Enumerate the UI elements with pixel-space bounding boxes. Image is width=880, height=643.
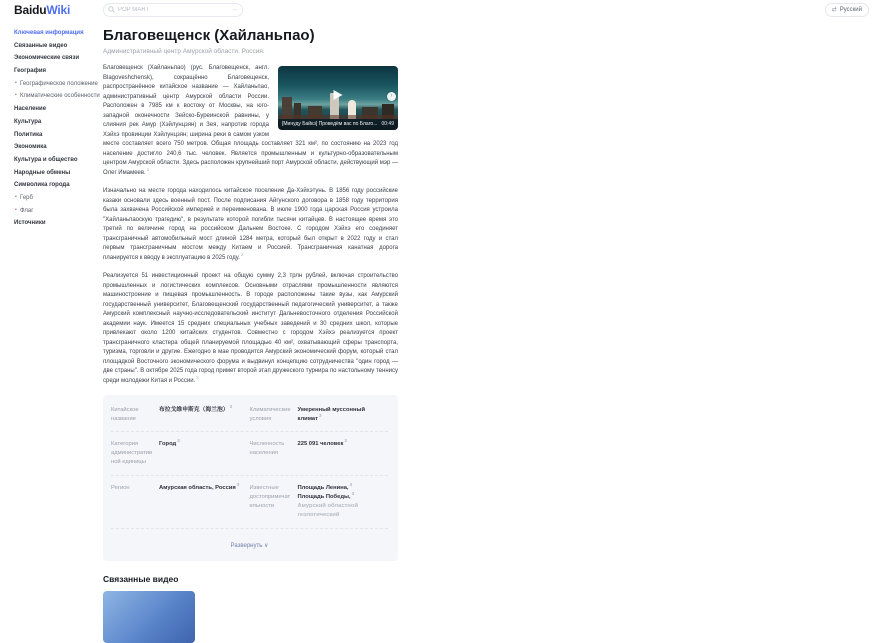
- paragraph-1-text: Благовещенск (Хайланьпао) (рус. Благовещенск, англ. Blagoveshchensk), сокращённо Благовещенск, распространённое китайское название — Хайланьпао, административный центр Амурской области России. Расположен в 7985 км к востоку от Москвы, на юго-западной оконечности Зейско-Буреинской равнины, у слияния рек Амур (Хэйлунцзян) и Зея, напротив города Хэйхэ провинции Хэйлунцзян; ширина реки в самом узком месте составляет всего 750 метров. Общая площадь составляет 321 км², по состоянию на 2023 год население достигло 240,6 тыс. человек. Является промышленным и культурно-образовательным центром Амурской области. Здесь расположен крупнейший порт Амурской области, действующий мэр — Олег Имамеев.: [103, 65, 398, 176]
- sidebar-item-population[interactable]: Население: [14, 106, 47, 113]
- baiduwiki-logo[interactable]: [14, 3, 70, 17]
- citation-marker[interactable]: 1: [146, 166, 150, 172]
- top-header: [0, 0, 880, 22]
- citation-marker[interactable]: 3: [229, 403, 233, 409]
- landmark-line: [298, 502, 381, 520]
- sidebar-item-geography[interactable]: География: [14, 68, 47, 75]
- infobox-value: [159, 481, 240, 521]
- infobox-expand-row: [111, 529, 388, 558]
- infobox-label: Категория административной единицы: [111, 440, 153, 466]
- infobox-value-text: 225 091 человек: [297, 440, 344, 447]
- page-title: Благовещенск (Хайланьпао): [103, 27, 315, 44]
- sidebar-item-coat-of-arms[interactable]: • Герб: [14, 195, 100, 201]
- next-media-button[interactable]: [387, 92, 396, 101]
- search-submit-arrow-icon[interactable]: →: [231, 6, 238, 13]
- lead-video-thumbnail[interactable]: [278, 66, 398, 130]
- infobox-value: [297, 481, 381, 521]
- sidebar-item-related-videos[interactable]: Связанные видео: [14, 42, 68, 49]
- citation-marker[interactable]: 3: [349, 481, 353, 487]
- sidebar-item-economy[interactable]: Экономика: [14, 144, 47, 151]
- sidebar-item-culture[interactable]: Культура: [14, 118, 42, 125]
- infobox-value-text: Умеренный муссонный климат: [297, 406, 366, 422]
- infobox-row: [111, 398, 388, 432]
- video-caption-bar: [278, 119, 398, 130]
- search-input[interactable]: [115, 7, 231, 13]
- search-icon: [108, 6, 115, 13]
- landmark-text: Амурский областной геологический: [297, 502, 359, 519]
- citation-marker[interactable]: 3: [344, 437, 347, 443]
- sidebar-item-culture-society[interactable]: Культура и общество: [14, 156, 78, 163]
- key-info-table: [103, 395, 398, 561]
- logo-text-baidu: Baidu: [14, 3, 47, 17]
- sidebar-item-people-exchanges[interactable]: Народные обмены: [14, 169, 71, 176]
- infobox-value-text: Амурская область, Россия: [159, 484, 236, 491]
- infobox-value: [159, 437, 180, 468]
- expand-label: Развернуть: [230, 542, 263, 549]
- infobox-cell-region: [111, 481, 250, 521]
- landmark-line: [297, 490, 381, 502]
- language-label: Русский: [839, 6, 862, 13]
- logo-text-wiki: Wiki: [46, 3, 71, 17]
- infobox-label: Известные достопримечательности: [249, 484, 291, 509]
- infobox-value: [159, 403, 233, 424]
- sidebar-item-key-info[interactable]: Ключевая информация: [14, 30, 84, 36]
- paragraph-3-text: Реализуется 51 инвестиционный проект на общую сумму 2,3 трлн рублей, включая строительство промышленных и логистических комплексов. Основными отраслями промышленности являются машиностроение и пищевая промышленность. В городе расположены такие вузы, как Амурский государственный университет, Благовещенский государственный педагогический университет, а также Амурский комплексный научно-исследовательский институт Дальневосточного отделения Российской академии наук. Имеется 15 средних специальных учебных заведений и 30 средних школ, которые привлекают около 1200 китайских студентов. Совместно с городом Хэйхэ реализуется проект трансграничного кластера общей планируемой площадью 40 км², охватывающий сферы транспорта, туризма, торговли и другие. Ежегодно в мае проводится Амурский экономический форум, который стал площадкой Восточного экономического форума и выдвинул концепцию сотрудничества "один город — две страны". В октябре 2025 года город примет второй этап дружеского турнира по настольному теннису среди молодежи Китая и России.: [103, 273, 398, 384]
- infobox-row: [111, 476, 388, 529]
- paragraph-2: [103, 187, 398, 263]
- citation-marker[interactable]: 3: [319, 412, 322, 418]
- sidebar-item-politics[interactable]: Политика: [14, 131, 43, 138]
- paragraph-3: [103, 272, 398, 386]
- chevron-down-icon: ∨: [264, 542, 269, 549]
- landmark-text: Площадь Ленина,: [297, 484, 349, 491]
- infobox-cell-landmarks: [249, 481, 389, 521]
- paragraph-2-text: Изначально на месте города находилось китайское поселение Да-Хэйхэтунь. В 1856 году российские казаки основали здесь военный пост. После подписания Айгунского договора в 1858 году территория была захвачена Российской империей и переименована. В июле 1900 года царская Россия устроила "Хайланьпаоскую трагедию", в результате которой погибли тысячи китайцев. В настоящее время это третий по величине город на российском Дальнем Востоке. С городом Хэйхэ его соединяет трансграничный автомобильный мост длиной 1284 метра, который был открыт в 2022 году и стал первым трансграничным мостом между Китаем и Россией. Трансграничная канатная дорога планируется к вводу в эксплуатацию в 2025 году.: [103, 188, 398, 261]
- translate-icon: ⇄: [831, 7, 837, 13]
- sidebar-item-flag[interactable]: • Флаг: [14, 208, 100, 214]
- landmark-text: Площадь Победы,: [297, 493, 351, 500]
- infobox-value: [297, 437, 347, 468]
- infobox-cell-climate: [250, 406, 389, 424]
- search-bar[interactable]: [103, 3, 243, 17]
- citation-marker[interactable]: 3: [236, 481, 240, 487]
- landmark-line: [297, 481, 381, 493]
- sidebar-item-economic-ties[interactable]: Экономические связи: [14, 55, 80, 62]
- citation-marker[interactable]: 3: [177, 437, 180, 443]
- infobox-cell-chinese-name: [111, 403, 250, 424]
- play-icon[interactable]: [334, 90, 343, 100]
- citation-marker[interactable]: 2: [240, 251, 244, 257]
- related-video-thumbnail[interactable]: [103, 591, 195, 643]
- sidebar-item-geographic-position[interactable]: • Географическое положение: [14, 81, 100, 87]
- sidebar-item-city-symbols[interactable]: Символика города: [14, 182, 70, 189]
- infobox-label: Китайское название: [111, 406, 139, 422]
- infobox-cell-admin-category: [111, 437, 250, 468]
- sidebar-item-climate-features[interactable]: • Климатические особенности: [14, 93, 100, 99]
- article-content: [103, 64, 398, 386]
- infobox-cell-population: [249, 437, 389, 468]
- page-subtitle: Административный центр Амурской области. Россия.: [103, 48, 265, 55]
- related-videos-heading: Связанные видео: [103, 573, 179, 584]
- video-duration: 00:49: [381, 120, 394, 127]
- infobox-label: Климатические условия: [249, 406, 291, 422]
- video-caption: [Минуду Байкэ] Проведём вас по Благо...: [282, 120, 378, 127]
- language-switch-button[interactable]: [825, 3, 869, 17]
- citation-marker[interactable]: 2: [196, 374, 199, 380]
- infobox-label: Численность населения: [249, 440, 285, 457]
- chevron-right-icon: ›: [390, 92, 393, 99]
- expand-button[interactable]: [231, 543, 269, 549]
- infobox-label: Регион: [111, 484, 130, 491]
- related-videos-section: [103, 574, 398, 643]
- toc-sidebar: [14, 30, 100, 233]
- sidebar-item-sources[interactable]: Источники: [14, 220, 46, 227]
- article-main: [103, 28, 398, 643]
- infobox-value: [298, 406, 381, 424]
- infobox-row: [111, 432, 388, 476]
- citation-marker[interactable]: 3: [351, 490, 355, 496]
- infobox-value-text: 布拉戈维申斯克（海兰泡）: [159, 406, 229, 413]
- infobox-value-text: Город: [159, 440, 177, 447]
